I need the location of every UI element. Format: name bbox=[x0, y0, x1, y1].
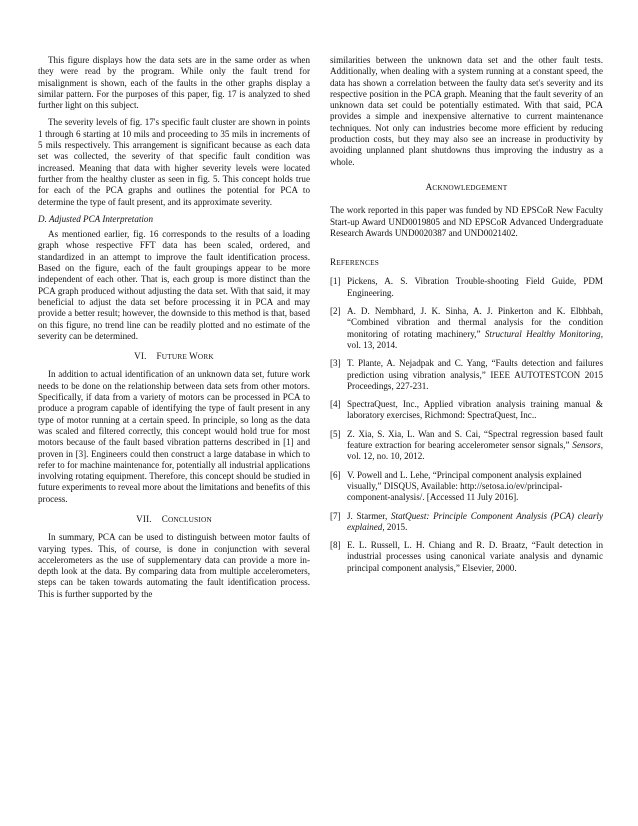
reference-number: [8] bbox=[330, 540, 341, 551]
section-heading-conclusion bbox=[38, 514, 310, 525]
paragraph: similarities between the unknown data set and the other fault tests. Additionally, when dealing with a system running at a constant speed, the data has shown a correlation between the faulty data set's severity and its respective position in the PCA graph. Meaning that the fault severity of an unknown data set could be potentially estimated. With that said, PCA provides a simple and inexpensive alternative to current maintenance techniques. Not only can industries become more efficient by reducing production costs, but they may also see an increase in productivity by avoiding unplanned plant shutdowns thus improving the industry as a whole. bbox=[330, 55, 603, 167]
heading-initial: R bbox=[330, 257, 337, 268]
heading-rest: ORK bbox=[197, 352, 214, 362]
paragraph: As mentioned earlier, fig. 16 corresponds to the results of a loading graph whose respective FFT data has been scaled, ordered, and standardized in an attempt to improve the fault identification process. Based on the figure, each of the fault groupings appear to be more independent of each other. That is, each group is more distinct than the PCA graph produced without adjusting the data set. With that said, it may beneficial to adjust the data set before processing it in PCA and may provide a better result; however, the downside to this method is that, based on this figure, no trend line can be readily plotted and no estimate of the severity can be determined. bbox=[38, 229, 310, 341]
reference-text: V. Powell and L. Lehe, “Principal component analysis explained visually,” DISQUS, Available: http://setosa.io/ev/principal-component-analysis/. [Accessed 11 July 2016]. bbox=[347, 469, 582, 503]
section-number: VI. bbox=[134, 351, 147, 362]
heading-rest: EFERENCES bbox=[336, 258, 380, 268]
heading-initial: F bbox=[156, 351, 162, 362]
reference-item bbox=[330, 306, 603, 351]
reference-text: SpectraQuest, Inc., Applied vibration analysis training manual & laboratory exercises, Richmond: SpectraQuest, Inc.. bbox=[347, 399, 603, 421]
heading-rest: ONCLUSION bbox=[167, 514, 212, 524]
reference-number: [5] bbox=[330, 428, 341, 439]
right-column bbox=[330, 55, 603, 581]
reference-item bbox=[330, 358, 603, 392]
reference-text: E. L. Russell, L. H. Chiang and R. D. Braatz, “Fault detection in industrial processes using canonical variate analysis and dynamic principal component analysis,” Elsevier, 2000. bbox=[347, 540, 603, 573]
reference-item bbox=[330, 276, 603, 299]
reference-item bbox=[330, 511, 603, 534]
paragraph: In addition to actual identification of an unknown data set, future work needs to be done on the relationship between data sets from other motors. Specifically, if data from a variety of motors can be processed in PCA to produce a program capable of identifying the type of fault present in any type of motor running at a certain speed. In principle, so long as the data was scaled and filtered correctly, this concept would hold true for most motors because of the fault based vibration patterns described in [1] and proven in [3]. Engineers could then construct a large database in which to refer to for machine maintenance for, potentially all industrial applications involving rotating equipment. Therefore, this concept should be studied in future experiments to reveal more about the limitations and benefits of this process. bbox=[38, 369, 310, 504]
reference-number: [3] bbox=[330, 358, 341, 369]
reference-text: A. D. Nembhard, J. K. Sinha, A. J. Pinkerton and K. Elbhbah, “Combined vibration and thermal analysis for the condition monitoring of rotating machinery,” Structural Healthy Monitoring, vol. 13, 2014. bbox=[347, 306, 603, 350]
paragraph: In summary, PCA can be used to distinguish between motor faults of varying types. This, of course, is done in conjunction with several accelerometers as the use of supplementary data can provide a more in-depth look at the data. By comparing data from multiple accelerometers, steps can be taken towards automating the fault identification process. This is further supported by the bbox=[38, 532, 310, 599]
left-column bbox=[38, 55, 310, 606]
section-heading-acknowledgement bbox=[330, 182, 603, 193]
reference-number: [7] bbox=[330, 510, 341, 521]
heading-rest: CKNOWLEDGEMENT bbox=[432, 182, 508, 192]
section-heading-future-work bbox=[38, 351, 310, 362]
heading-rest: UTURE bbox=[161, 352, 190, 362]
reference-text: Pickens, A. S. Vibration Trouble-shooting Field Guide, PDM Engineering. bbox=[347, 276, 603, 298]
subsection-heading: D. Adjusted PCA Interpretation bbox=[38, 213, 154, 224]
paragraph: The severity levels of fig. 17's specific fault cluster are shown in points 1 through 6 starting at 10 mils and proceeding to 35 mils in increments of 5 mils respectively. This arrangement is significant because as each data set was collected, the severity of that specific fault condition was increased. Meaning that data with higher severity levels were located further from the healthy cluster as seen in fig. 5. This concept holds true for each of the PCA graphs and outlines the potential for PCA to determine the type of fault present, and its approximate severity. bbox=[38, 117, 310, 207]
section-heading-references bbox=[330, 257, 603, 268]
reference-number: [2] bbox=[330, 306, 341, 317]
reference-item bbox=[330, 429, 603, 463]
heading-initial: W bbox=[189, 351, 198, 362]
reference-text: J. Starmer, StatQuest: Principle Component Analysis (PCA) clearly explained, 2015. bbox=[347, 510, 603, 532]
reference-number: [1] bbox=[330, 276, 341, 287]
section-number: VII. bbox=[136, 513, 152, 524]
reference-number: [6] bbox=[330, 469, 341, 480]
reference-text: T. Plante, A. Nejadpak and C. Yang, “Faults detection and failures prediction using vibration analysis,” IEEE AUTOTESTCON 2015 Proceedings, 227-231. bbox=[347, 358, 603, 391]
heading-initial: A bbox=[425, 181, 433, 192]
reference-number: [4] bbox=[330, 399, 341, 410]
paragraph: The work reported in this paper was funded by ND EPSCoR New Faculty Start-up Award UND0019805 and ND EPSCoR Advanced Undergraduate Research Awards UND0020387 and UND0021402. bbox=[330, 205, 603, 238]
paragraph: This figure displays how the data sets are in the same order as when they were read by the program. While only the fault trend for misalignment is shown, each of the faults in the other graphs display a similar pattern. For the purposes of this paper, fig. 17 is analyzed to shed further light on this subject. bbox=[38, 55, 310, 111]
reference-item bbox=[330, 540, 603, 574]
reference-item bbox=[330, 399, 603, 422]
reference-item bbox=[330, 470, 603, 504]
reference-text: Z. Xia, S. Xia, L. Wan and S. Cai, “Spectral regression based fault feature extraction for bearing accelerometer sensor signals,” Sensors, vol. 12, no. 10, 2012. bbox=[347, 428, 603, 462]
heading-initial: C bbox=[161, 513, 168, 524]
